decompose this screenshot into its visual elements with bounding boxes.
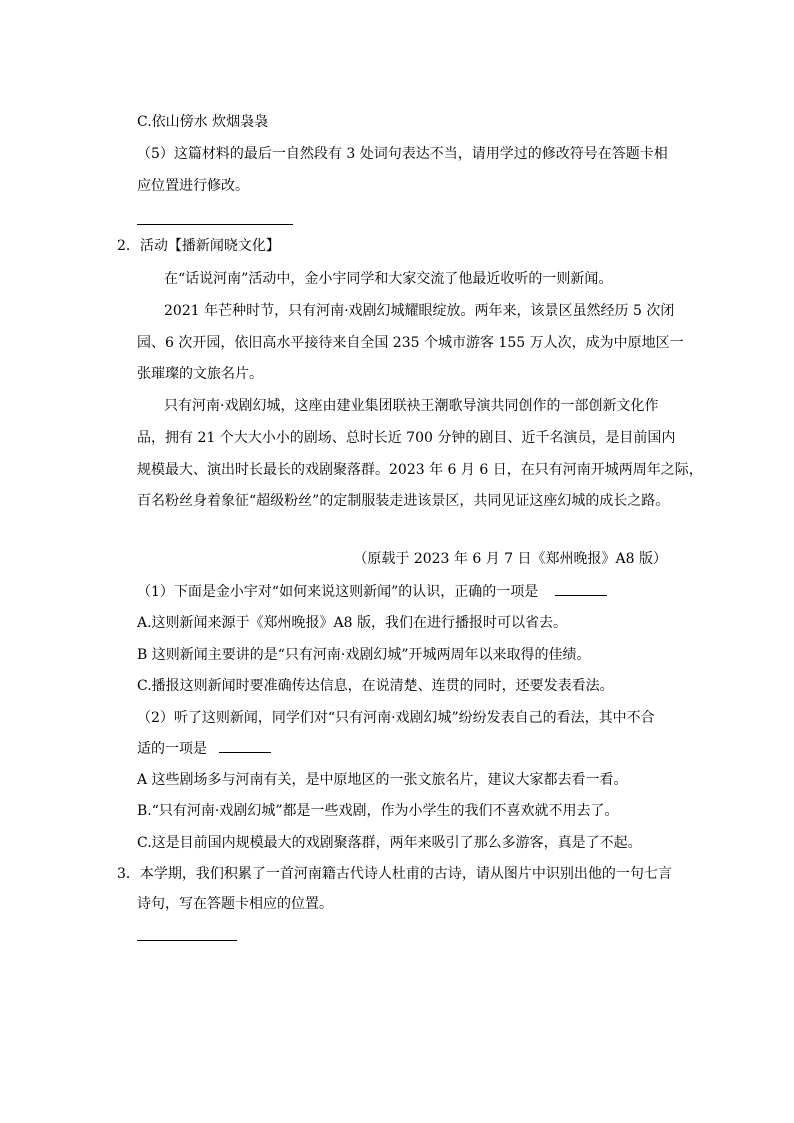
news-text-line: 只有河南·戏剧幻城，这座由建业集团联袂王潮歌导演共同创作的一部创新文化作 xyxy=(164,398,659,414)
news-text-line: 品，拥有 21 个大大小小的剧场、总时长近 700 分钟的剧目、近千名演员，是目前国内 xyxy=(137,430,676,446)
question-3-line1: 3．本学期，我们积累了一首河南籍古代诗人杜甫的古诗，请从图片中识别出他的一句七言 xyxy=(117,866,672,882)
option-b: B 这则新闻主要讲的是“只有河南·戏剧幻城”开城两周年以来取得的佳绩。 xyxy=(137,647,591,663)
news-text-line: 百名粉丝身着象征“超级粉丝”的定制服装走进该景区，共同见证这座幻城的成长之路。 xyxy=(137,493,670,509)
news-text-line: 张璀璨的文旅名片。 xyxy=(137,366,263,382)
sub-question-2-stem-line2 xyxy=(137,738,271,759)
sub-question-2-stem-line1: （2）听了这则新闻，同学们对“只有河南·戏剧幻城”纷纷发表自己的看法，其中不合 xyxy=(137,710,655,726)
question-3-line2: 诗句，写在答题卡相应的位置。 xyxy=(137,896,333,912)
sub-question-5-line1: （5）这篇材料的最后一自然段有 3 处词句表达不当，请用学过的修改符号在答题卡相 xyxy=(137,146,668,162)
news-text-line: 园、6 次开园，依旧高水平接待来自全国 235 个城市游客 155 万人次，成为中原地区一 xyxy=(137,335,684,351)
answer-line xyxy=(137,940,237,941)
news-text-line: 2021 年芒种时节，只有河南·戏剧幻城耀眼绽放。两年来，该景区虽然经历 5 次闭 xyxy=(164,303,675,319)
option-a: A.这则新闻来源于《郑州晚报》A8 版，我们在进行播报时可以省去。 xyxy=(137,615,568,631)
sub-question-5-line2: 应位置进行修改。 xyxy=(137,178,249,194)
question-2-heading: 2．活动【播新闻晓文化】 xyxy=(117,238,280,254)
option-c: C.播报这则新闻时要准确传达信息，在说清楚、连贯的同时，还要发表看法。 xyxy=(137,678,614,694)
sub-question-1-stem-text: （1）下面是金小宇对“如何来说这则新闻”的认识，正确的一项是 xyxy=(137,584,539,600)
news-intro: 在“话说河南”活动中，金小宇同学和大家交流了他最近收听的一则新闻。 xyxy=(164,271,613,287)
answer-line xyxy=(137,224,293,225)
option-a: A 这些剧场多与河南有关，是中原地区的一张文旅名片，建议大家都去看一看。 xyxy=(137,772,628,788)
answer-blank[interactable] xyxy=(219,738,271,753)
option-c: C.依山傍水 炊烟袅袅 xyxy=(137,114,269,130)
option-b: B.“只有河南·戏剧幻城”都是一些戏剧，作为小学生的我们不喜欢就不用去了。 xyxy=(137,803,619,819)
news-source: （原载于 2023 年 6 月 7 日《郑州晚报》A8 版） xyxy=(353,551,667,567)
answer-blank[interactable] xyxy=(555,581,607,596)
news-text-line: 规模最大、演出时长最长的戏剧聚落群。2023 年 6 月 6 日，在只有河南开城两周年之际， xyxy=(137,462,703,478)
sub-question-2-stem-text: 适的一项是 xyxy=(137,741,207,757)
sub-question-1-stem xyxy=(137,581,607,602)
option-c: C.这是目前国内规模最大的戏剧聚落群，两年来吸引了那么多游客，真是了不起。 xyxy=(137,835,642,851)
